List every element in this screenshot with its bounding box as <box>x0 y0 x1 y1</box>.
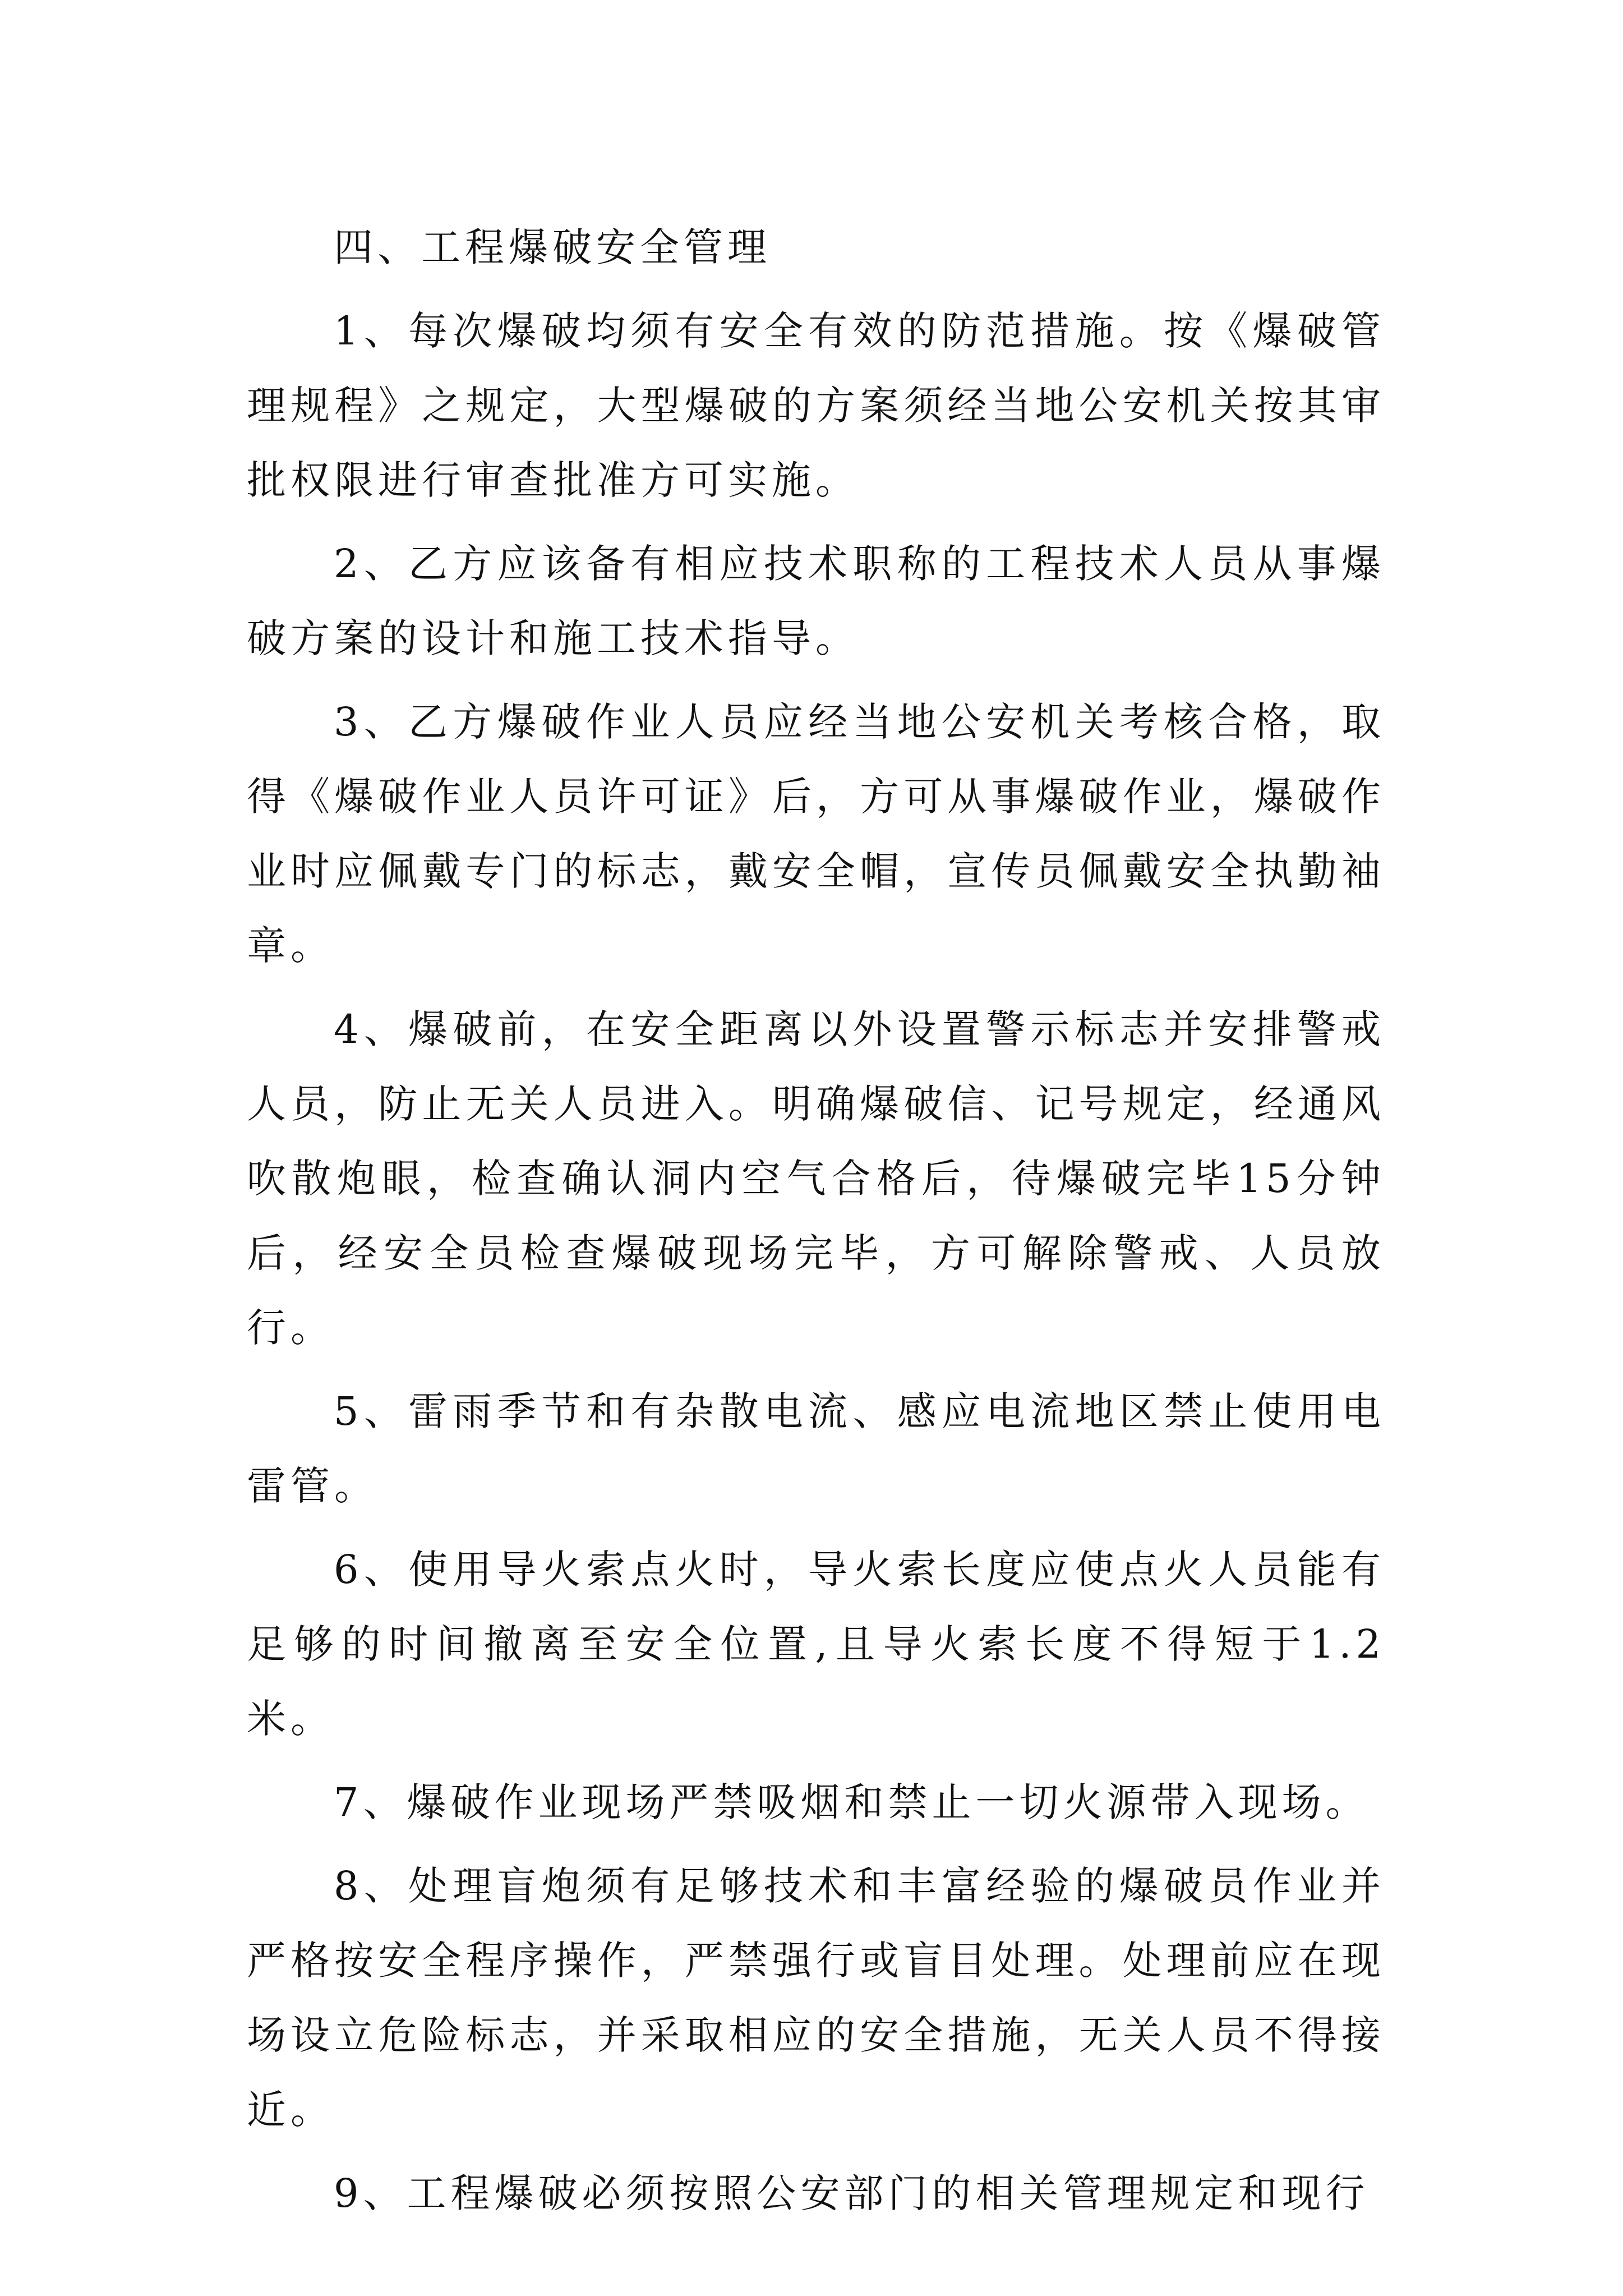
paragraph-1: 1、每次爆破均须有安全有效的防范措施。按《爆破管理规程》之规定，大型爆破的方案须经当地公安机关按其审批权限进行审查批准方可实施。 <box>247 308 1385 503</box>
paragraph-7: 7、爆破作业现场严禁吸烟和禁止一切火源带入现场。 <box>334 1779 1370 1825</box>
paragraph-9: 9、工程爆破必须按照公安部门的相关管理规定和现行 <box>334 2170 1370 2216</box>
paragraph-8: 8、处理盲炮须有足够技术和丰富经验的爆破员作业并严格按安全程序操作，严禁强行或盲目处理。处理前应在现场设立危险标志，并采取相应的安全措施，无关人员不得接近。 <box>247 1863 1385 2133</box>
section-heading: 四、工程爆破安全管理 <box>334 224 771 270</box>
paragraph-4: 4、爆破前，在安全距离以外设置警示标志并安排警戒人员，防止无关人员进入。明确爆破信、记号规定，经通风吹散炮眼，检查确认洞内空气合格后，待爆破完毕15分钟后，经安全员检查爆破现场完毕，方可解除警戒、人员放行。 <box>247 1006 1385 1351</box>
paragraph-2: 2、乙方应该备有相应技术职称的工程技术人员从事爆破方案的设计和施工技术指导。 <box>247 541 1385 661</box>
paragraph-5: 5、雷雨季节和有杂散电流、感应电流地区禁止使用电雷管。 <box>247 1388 1385 1509</box>
document-body <box>247 210 1385 2231</box>
paragraph-6: 6、使用导火索点火时，导火索长度应使点火人员能有足够的时间撤离至安全位置,且导火索长度不得短于1.2米。 <box>247 1547 1385 1742</box>
paragraph-3: 3、乙方爆破作业人员应经当地公安机关考核合格，取得《爆破作业人员许可证》后，方可从事爆破作业，爆破作业时应佩戴专门的标志，戴安全帽，宣传员佩戴安全执勤袖章。 <box>247 699 1385 969</box>
